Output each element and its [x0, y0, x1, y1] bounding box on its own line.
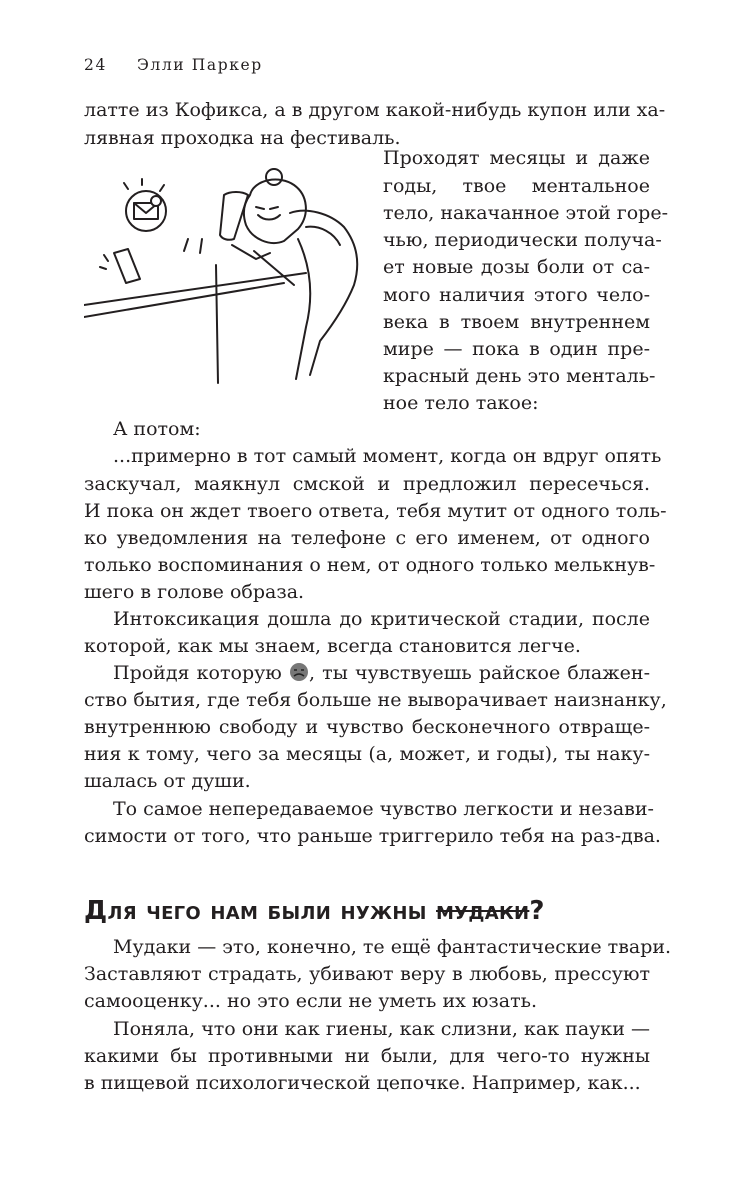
woman-icon	[220, 169, 357, 379]
text-line: латте из Кофикса, а в другом какой-нибудь купон или ха-	[84, 99, 666, 121]
text-line: только воспоминания о нем, от одного только мелькнув-	[84, 554, 656, 576]
text-line: которой, как мы знаем, всегда становится легче.	[84, 635, 581, 657]
text-span: , ты чувствуешь райское блажен-	[308, 662, 650, 684]
text-line: шего в голове образа.	[84, 581, 305, 603]
text-line: годы, твое ментальное	[383, 175, 650, 197]
text-line	[113, 659, 650, 687]
text-line: То самое непередаваемое чувство легкости и незави-	[113, 798, 654, 820]
page-number: 24	[84, 56, 107, 74]
section-heading	[84, 896, 545, 926]
heading-struck-word: мудаки	[436, 896, 530, 926]
text-line: ко уведомления на телефоне с его именем, от одного	[84, 527, 650, 549]
text-line: лявная проходка на фестиваль.	[84, 127, 401, 149]
text-line: ство бытия, где тебя больше не выворачивает наизнанку,	[84, 689, 667, 711]
text-span: Пройдя которую	[113, 662, 282, 684]
text-line: Интоксикация дошла до критической стадии, после	[113, 608, 650, 630]
text-line: в пищевой психологической цепочке. Например, как...	[84, 1072, 641, 1094]
text-line: Мудаки — это, конечно, те ещё фантастические твари.	[113, 936, 672, 958]
text-line: Проходят месяцы и даже	[383, 147, 650, 169]
illustration-woman-drilling-icon	[84, 155, 374, 387]
text-line: ...примерно в тот самый момент, когда он вдруг опять	[113, 445, 662, 467]
text-line: заскучал, маякнул смской и предложил пересечься.	[84, 473, 650, 495]
text-line: И пока он ждет твоего ответа, тебя мутит от одного толь-	[84, 500, 667, 522]
text-line: тело, накачанное этой горе-	[383, 202, 668, 224]
text-line: Заставляют страдать, убивают веру в любовь, прессуют	[84, 963, 650, 985]
text-line: мире — пока в один пре-	[383, 338, 650, 360]
running-header	[84, 56, 263, 74]
smartphone-icon	[100, 249, 140, 283]
text-line: чью, периодически получа-	[383, 229, 662, 251]
text-line: ния к тому, чего за месяцы (а, может, и годы), ты наку-	[84, 743, 650, 765]
text-line: шалась от души.	[84, 770, 251, 792]
text-line: ет новые дозы боли от са-	[383, 256, 650, 278]
text-line: внутреннюю свободу и чувство бесконечного отвраще-	[84, 716, 650, 738]
text-line: ное тело такое:	[383, 392, 539, 414]
text-line: века в твоем внутреннем	[383, 311, 650, 333]
heading-text: Для чего нам были нужны	[84, 896, 437, 926]
text-line: симости от того, что раньше триггерило тебя на раз-два.	[84, 825, 661, 847]
author-name: Элли Паркер	[136, 56, 263, 74]
heading-end: ?	[529, 896, 545, 926]
text-line: А потом:	[113, 418, 201, 440]
text-line: мого наличия этого чело-	[383, 284, 650, 306]
text-line: Поняла, что они как гиены, как слизни, как пауки —	[113, 1018, 650, 1040]
text-line: красный день это менталь-	[383, 365, 656, 387]
nauseated-face-icon	[289, 662, 309, 682]
text-line: какими бы противными ни были, для чего-то нужны	[84, 1045, 650, 1067]
envelope-icon	[124, 179, 166, 231]
text-line: самооценку... но это если не уметь их юзать.	[84, 990, 537, 1012]
